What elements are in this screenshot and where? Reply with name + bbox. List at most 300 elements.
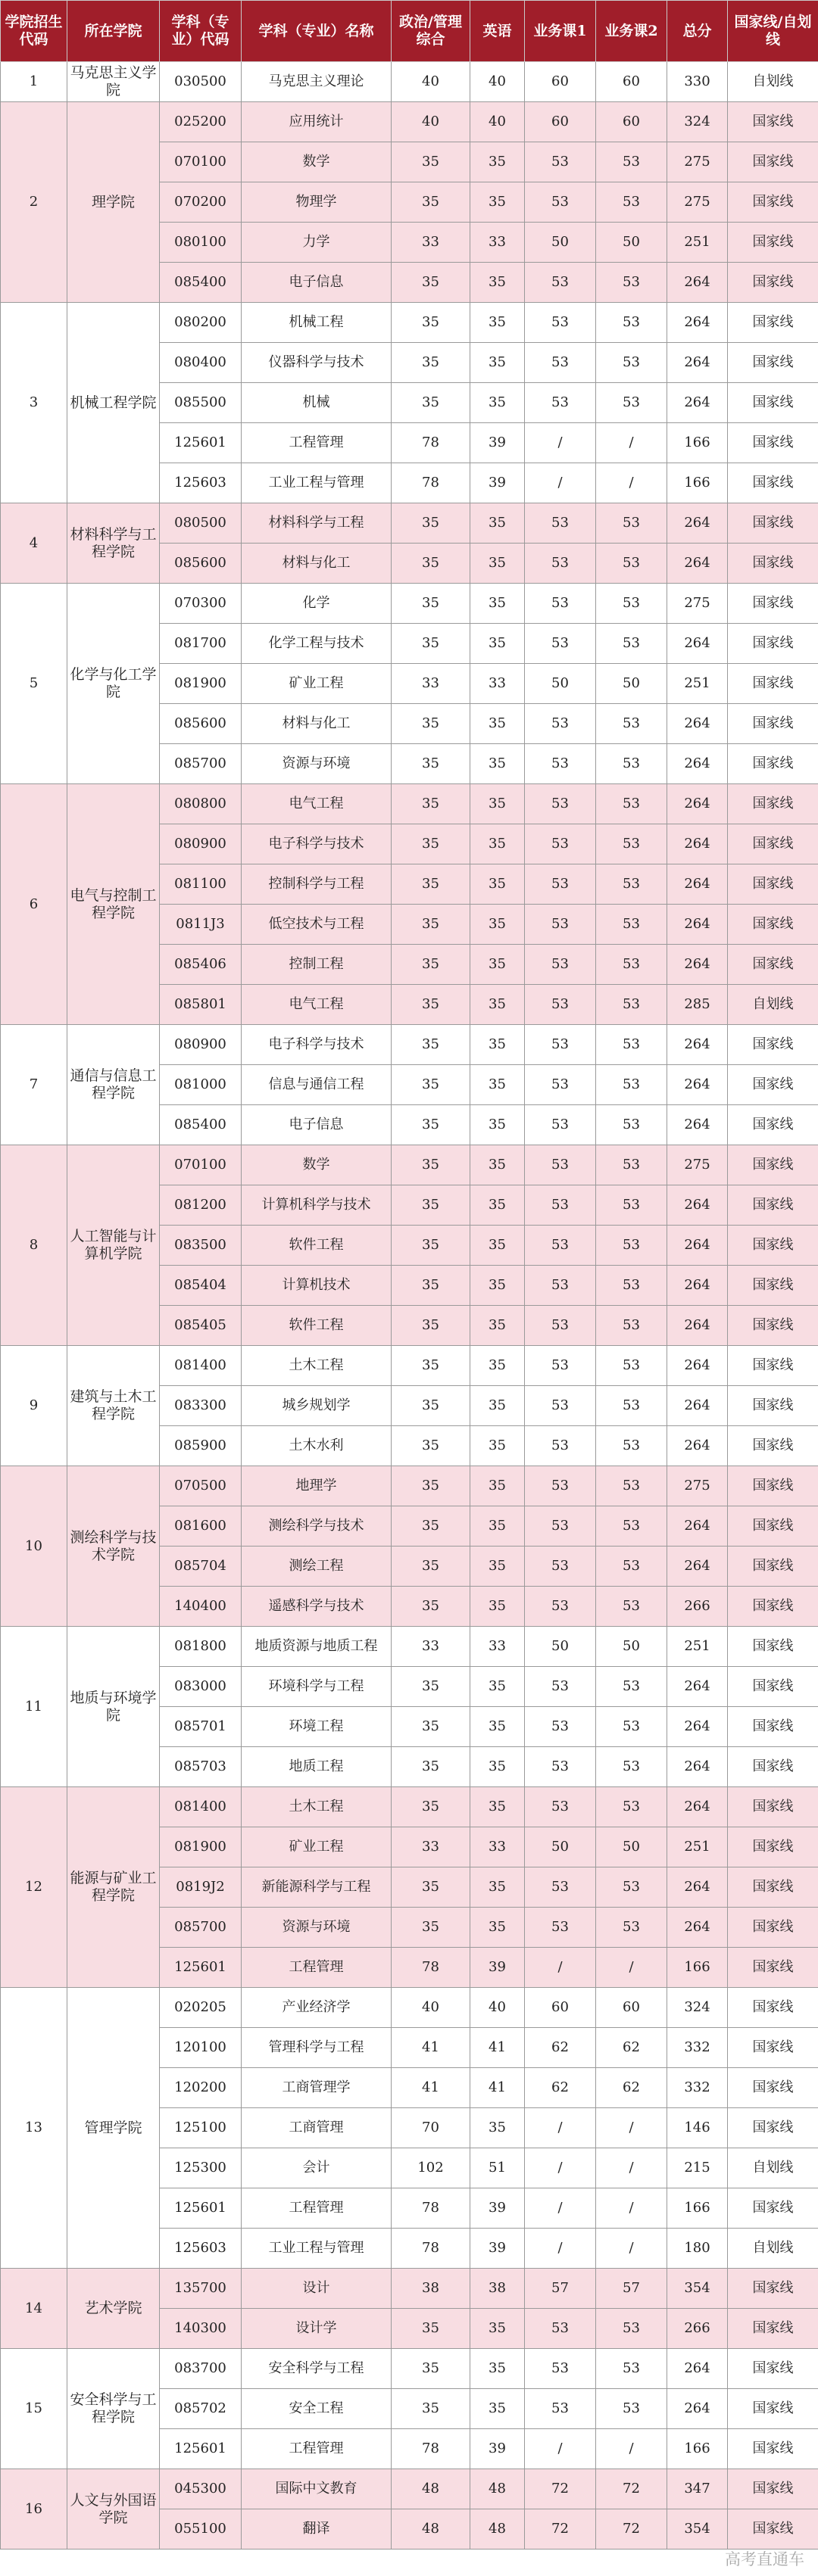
major-name-cell: 测绘科学与技术 <box>242 1506 392 1547</box>
english-score-cell: 35 <box>470 303 525 343</box>
major-code-cell: 081100 <box>160 864 242 905</box>
total-score-cell: 330 <box>667 62 728 102</box>
english-score-cell: 35 <box>470 2349 525 2389</box>
major-code-cell: 030500 <box>160 62 242 102</box>
college-name-cell: 能源与矿业工程学院 <box>67 1787 160 1988</box>
course2-score-cell: 53 <box>596 1266 667 1306</box>
total-score-cell: 264 <box>667 1386 728 1426</box>
english-score-cell: 35 <box>470 1707 525 1747</box>
college-name-cell: 人工智能与计算机学院 <box>67 1145 160 1346</box>
table-header-row <box>1 1 818 62</box>
course2-score-cell: 53 <box>596 704 667 744</box>
course1-score-cell: / <box>525 423 596 463</box>
politics-score-cell: 35 <box>392 343 470 383</box>
course2-score-cell: 53 <box>596 263 667 303</box>
line-type-cell: 国家线 <box>728 303 818 343</box>
major-name-cell: 电气工程 <box>242 985 392 1025</box>
line-type-cell: 国家线 <box>728 2429 818 2469</box>
total-score-cell: 275 <box>667 182 728 223</box>
course2-score-cell: 57 <box>596 2269 667 2309</box>
course2-score-cell: / <box>596 1948 667 1988</box>
table-row <box>1 1787 818 1827</box>
course1-score-cell: 72 <box>525 2469 596 2509</box>
total-score-cell: 264 <box>667 824 728 864</box>
english-score-cell: 35 <box>470 1547 525 1587</box>
total-score-cell: 275 <box>667 584 728 624</box>
major-name-cell: 工程管理 <box>242 423 392 463</box>
header-cell: 学科（专业）代码 <box>160 1 242 62</box>
major-name-cell: 电子信息 <box>242 263 392 303</box>
major-code-cell: 080800 <box>160 784 242 824</box>
total-score-cell: 251 <box>667 223 728 263</box>
header-cell: 英语 <box>470 1 525 62</box>
major-code-cell: 081200 <box>160 1185 242 1226</box>
course1-score-cell: 53 <box>525 1426 596 1466</box>
total-score-cell: 264 <box>667 1266 728 1306</box>
english-score-cell: 35 <box>470 584 525 624</box>
total-score-cell: 275 <box>667 142 728 182</box>
course1-score-cell: 53 <box>525 1867 596 1908</box>
course1-score-cell: 53 <box>525 2309 596 2349</box>
english-score-cell: 35 <box>470 263 525 303</box>
course2-score-cell: 53 <box>596 303 667 343</box>
major-name-cell: 工业工程与管理 <box>242 463 392 503</box>
english-score-cell: 33 <box>470 1627 525 1667</box>
college-name-cell: 理学院 <box>67 102 160 303</box>
course2-score-cell: 53 <box>596 1787 667 1827</box>
line-type-cell: 国家线 <box>728 2469 818 2509</box>
major-name-cell: 马克思主义理论 <box>242 62 392 102</box>
line-type-cell: 国家线 <box>728 704 818 744</box>
course2-score-cell: 62 <box>596 2028 667 2068</box>
college-name-cell: 电气与控制工程学院 <box>67 784 160 1025</box>
major-name-cell: 测绘工程 <box>242 1547 392 1587</box>
course1-score-cell: 62 <box>525 2068 596 2108</box>
total-score-cell: 264 <box>667 744 728 784</box>
major-code-cell: 125100 <box>160 2108 242 2148</box>
english-score-cell: 48 <box>470 2469 525 2509</box>
politics-score-cell: 40 <box>392 1988 470 2028</box>
politics-score-cell: 35 <box>392 744 470 784</box>
course2-score-cell: 53 <box>596 2349 667 2389</box>
politics-score-cell: 35 <box>392 1466 470 1506</box>
course2-score-cell: / <box>596 463 667 503</box>
politics-score-cell: 35 <box>392 1105 470 1145</box>
politics-score-cell: 35 <box>392 503 470 544</box>
course2-score-cell: / <box>596 2148 667 2188</box>
major-name-cell: 计算机技术 <box>242 1266 392 1306</box>
course2-score-cell: / <box>596 2429 667 2469</box>
line-type-cell: 国家线 <box>728 503 818 544</box>
total-score-cell: 264 <box>667 2389 728 2429</box>
major-name-cell: 资源与环境 <box>242 744 392 784</box>
major-code-cell: 081000 <box>160 1065 242 1105</box>
major-code-cell: 083500 <box>160 1226 242 1266</box>
table-row <box>1 1988 818 2028</box>
course2-score-cell: 53 <box>596 1587 667 1627</box>
major-code-cell: 081400 <box>160 1346 242 1386</box>
major-code-cell: 080100 <box>160 223 242 263</box>
major-name-cell: 低空技术与工程 <box>242 905 392 945</box>
english-score-cell: 35 <box>470 784 525 824</box>
major-name-cell: 地质资源与地质工程 <box>242 1627 392 1667</box>
line-type-cell: 国家线 <box>728 343 818 383</box>
total-score-cell: 264 <box>667 1346 728 1386</box>
politics-score-cell: 78 <box>392 2429 470 2469</box>
total-score-cell: 264 <box>667 1025 728 1065</box>
major-code-cell: 125601 <box>160 2429 242 2469</box>
course1-score-cell: / <box>525 1948 596 1988</box>
course2-score-cell: 53 <box>596 624 667 664</box>
politics-score-cell: 35 <box>392 1346 470 1386</box>
major-name-cell: 环境工程 <box>242 1707 392 1747</box>
total-score-cell: 146 <box>667 2108 728 2148</box>
english-score-cell: 48 <box>470 2509 525 2550</box>
major-code-cell: 0819J2 <box>160 1867 242 1908</box>
major-code-cell: 085600 <box>160 544 242 584</box>
course2-score-cell: 60 <box>596 102 667 142</box>
college-code-cell: 9 <box>1 1346 67 1466</box>
line-type-cell: 国家线 <box>728 1025 818 1065</box>
total-score-cell: 264 <box>667 2349 728 2389</box>
table-row <box>1 1466 818 1506</box>
total-score-cell: 266 <box>667 1587 728 1627</box>
english-score-cell: 35 <box>470 383 525 423</box>
total-score-cell: 166 <box>667 2188 728 2229</box>
major-name-cell: 物理学 <box>242 182 392 223</box>
course1-score-cell: 53 <box>525 945 596 985</box>
major-code-cell: 120100 <box>160 2028 242 2068</box>
politics-score-cell: 35 <box>392 182 470 223</box>
course2-score-cell: 50 <box>596 664 667 704</box>
course1-score-cell: / <box>525 2108 596 2148</box>
course2-score-cell: 53 <box>596 383 667 423</box>
line-type-cell: 国家线 <box>728 1306 818 1346</box>
line-type-cell: 国家线 <box>728 102 818 142</box>
table-row <box>1 503 818 544</box>
college-code-cell: 16 <box>1 2469 67 2550</box>
course1-score-cell: 53 <box>525 824 596 864</box>
line-type-cell: 国家线 <box>728 905 818 945</box>
line-type-cell: 国家线 <box>728 2188 818 2229</box>
total-score-cell: 264 <box>667 905 728 945</box>
english-score-cell: 39 <box>470 423 525 463</box>
politics-score-cell: 35 <box>392 1787 470 1827</box>
english-score-cell: 35 <box>470 1105 525 1145</box>
politics-score-cell: 35 <box>392 2389 470 2429</box>
college-name-cell: 化学与化工学院 <box>67 584 160 784</box>
major-code-cell: 085406 <box>160 945 242 985</box>
college-name-cell: 材料科学与工程学院 <box>67 503 160 584</box>
course1-score-cell: 53 <box>525 784 596 824</box>
major-code-cell: 070100 <box>160 1145 242 1185</box>
major-code-cell: 055100 <box>160 2509 242 2550</box>
table-row <box>1 303 818 343</box>
major-name-cell: 管理科学与工程 <box>242 2028 392 2068</box>
politics-score-cell: 35 <box>392 784 470 824</box>
course2-score-cell: 53 <box>596 2389 667 2429</box>
course1-score-cell: 53 <box>525 142 596 182</box>
english-score-cell: 35 <box>470 1506 525 1547</box>
course1-score-cell: 50 <box>525 1627 596 1667</box>
table-row <box>1 2469 818 2509</box>
major-code-cell: 085404 <box>160 1266 242 1306</box>
major-name-cell: 工程管理 <box>242 2188 392 2229</box>
english-score-cell: 35 <box>470 1587 525 1627</box>
course1-score-cell: 60 <box>525 62 596 102</box>
header-cell: 业务课2 <box>596 1 667 62</box>
english-score-cell: 39 <box>470 2429 525 2469</box>
english-score-cell: 35 <box>470 1667 525 1707</box>
total-score-cell: 264 <box>667 503 728 544</box>
major-code-cell: 045300 <box>160 2469 242 2509</box>
total-score-cell: 275 <box>667 1466 728 1506</box>
english-score-cell: 51 <box>470 2148 525 2188</box>
english-score-cell: 35 <box>470 503 525 544</box>
college-name-cell: 地质与环境学院 <box>67 1627 160 1787</box>
total-score-cell: 354 <box>667 2509 728 2550</box>
line-type-cell: 自划线 <box>728 2229 818 2269</box>
major-name-cell: 信息与通信工程 <box>242 1065 392 1105</box>
total-score-cell: 264 <box>667 1908 728 1948</box>
total-score-cell: 264 <box>667 303 728 343</box>
course2-score-cell: 53 <box>596 503 667 544</box>
course1-score-cell: 53 <box>525 1266 596 1306</box>
major-name-cell: 地理学 <box>242 1466 392 1506</box>
total-score-cell: 324 <box>667 1988 728 2028</box>
total-score-cell: 275 <box>667 1145 728 1185</box>
major-code-cell: 080500 <box>160 503 242 544</box>
course1-score-cell: 53 <box>525 263 596 303</box>
course2-score-cell: 53 <box>596 1065 667 1105</box>
course2-score-cell: / <box>596 2108 667 2148</box>
politics-score-cell: 40 <box>392 102 470 142</box>
line-type-cell: 国家线 <box>728 463 818 503</box>
total-score-cell: 347 <box>667 2469 728 2509</box>
major-code-cell: 085701 <box>160 1707 242 1747</box>
table-row <box>1 1025 818 1065</box>
total-score-cell: 264 <box>667 704 728 744</box>
major-name-cell: 机械工程 <box>242 303 392 343</box>
major-code-cell: 125603 <box>160 463 242 503</box>
total-score-cell: 332 <box>667 2028 728 2068</box>
college-name-cell: 艺术学院 <box>67 2269 160 2349</box>
major-name-cell: 控制科学与工程 <box>242 864 392 905</box>
major-code-cell: 085500 <box>160 383 242 423</box>
total-score-cell: 264 <box>667 343 728 383</box>
line-type-cell: 国家线 <box>728 1627 818 1667</box>
english-score-cell: 35 <box>470 744 525 784</box>
english-score-cell: 39 <box>470 463 525 503</box>
line-type-cell: 国家线 <box>728 1266 818 1306</box>
course1-score-cell: 50 <box>525 223 596 263</box>
course2-score-cell: 53 <box>596 343 667 383</box>
politics-score-cell: 35 <box>392 584 470 624</box>
line-type-cell: 国家线 <box>728 2509 818 2550</box>
english-score-cell: 35 <box>470 1426 525 1466</box>
major-code-cell: 085400 <box>160 1105 242 1145</box>
politics-score-cell: 40 <box>392 62 470 102</box>
total-score-cell: 264 <box>667 1707 728 1747</box>
course2-score-cell: 53 <box>596 1306 667 1346</box>
line-type-cell: 国家线 <box>728 1787 818 1827</box>
major-name-cell: 电子科学与技术 <box>242 824 392 864</box>
line-type-cell: 国家线 <box>728 2068 818 2108</box>
politics-score-cell: 78 <box>392 2188 470 2229</box>
total-score-cell: 264 <box>667 1747 728 1787</box>
header-cell: 政治/管理综合 <box>392 1 470 62</box>
politics-score-cell: 35 <box>392 1226 470 1266</box>
major-name-cell: 国际中文教育 <box>242 2469 392 2509</box>
english-score-cell: 35 <box>470 1266 525 1306</box>
english-score-cell: 35 <box>470 2309 525 2349</box>
major-name-cell: 资源与环境 <box>242 1908 392 1948</box>
politics-score-cell: 35 <box>392 624 470 664</box>
total-score-cell: 332 <box>667 2068 728 2108</box>
course2-score-cell: / <box>596 2229 667 2269</box>
college-code-cell: 12 <box>1 1787 67 1988</box>
course2-score-cell: 53 <box>596 864 667 905</box>
course1-score-cell: 50 <box>525 664 596 704</box>
major-code-cell: 140300 <box>160 2309 242 2349</box>
major-name-cell: 工程管理 <box>242 2429 392 2469</box>
major-name-cell: 翻译 <box>242 2509 392 2550</box>
politics-score-cell: 102 <box>392 2148 470 2188</box>
line-type-cell: 国家线 <box>728 2028 818 2068</box>
course1-score-cell: 60 <box>525 102 596 142</box>
major-code-cell: 025200 <box>160 102 242 142</box>
total-score-cell: 264 <box>667 1185 728 1226</box>
major-code-cell: 085405 <box>160 1306 242 1346</box>
total-score-cell: 166 <box>667 463 728 503</box>
course1-score-cell: 53 <box>525 1466 596 1506</box>
college-code-cell: 11 <box>1 1627 67 1787</box>
course2-score-cell: 53 <box>596 1707 667 1747</box>
line-type-cell: 国家线 <box>728 223 818 263</box>
major-name-cell: 城乡规划学 <box>242 1386 392 1426</box>
english-score-cell: 35 <box>470 864 525 905</box>
total-score-cell: 166 <box>667 423 728 463</box>
course1-score-cell: 53 <box>525 1587 596 1627</box>
line-type-cell: 国家线 <box>728 2309 818 2349</box>
total-score-cell: 285 <box>667 985 728 1025</box>
english-score-cell: 33 <box>470 664 525 704</box>
major-name-cell: 工商管理 <box>242 2108 392 2148</box>
major-code-cell: 070500 <box>160 1466 242 1506</box>
table-row <box>1 2269 818 2309</box>
line-type-cell: 国家线 <box>728 544 818 584</box>
line-type-cell: 国家线 <box>728 664 818 704</box>
major-name-cell: 安全工程 <box>242 2389 392 2429</box>
english-score-cell: 35 <box>470 1747 525 1787</box>
course2-score-cell: 50 <box>596 1827 667 1867</box>
english-score-cell: 41 <box>470 2028 525 2068</box>
line-type-cell: 国家线 <box>728 2108 818 2148</box>
politics-score-cell: 35 <box>392 1867 470 1908</box>
major-code-cell: 080200 <box>160 303 242 343</box>
college-code-cell: 13 <box>1 1988 67 2269</box>
english-score-cell: 35 <box>470 1867 525 1908</box>
politics-score-cell: 33 <box>392 1827 470 1867</box>
line-type-cell: 国家线 <box>728 744 818 784</box>
course2-score-cell: 53 <box>596 1185 667 1226</box>
college-code-cell: 8 <box>1 1145 67 1346</box>
college-name-cell: 通信与信息工程学院 <box>67 1025 160 1145</box>
course1-score-cell: 53 <box>525 1306 596 1346</box>
politics-score-cell: 78 <box>392 463 470 503</box>
course1-score-cell: 72 <box>525 2509 596 2550</box>
major-code-cell: 135700 <box>160 2269 242 2309</box>
header-cell: 所在学院 <box>67 1 160 62</box>
major-name-cell: 力学 <box>242 223 392 263</box>
course2-score-cell: 53 <box>596 905 667 945</box>
major-code-cell: 081400 <box>160 1787 242 1827</box>
line-type-cell: 国家线 <box>728 1426 818 1466</box>
college-name-cell: 安全科学与工程学院 <box>67 2349 160 2469</box>
line-type-cell: 国家线 <box>728 1707 818 1747</box>
college-code-cell: 10 <box>1 1466 67 1627</box>
major-name-cell: 化学 <box>242 584 392 624</box>
course1-score-cell: 53 <box>525 1547 596 1587</box>
line-type-cell: 国家线 <box>728 1466 818 1506</box>
course2-score-cell: 53 <box>596 1747 667 1787</box>
line-type-cell: 国家线 <box>728 1346 818 1386</box>
english-score-cell: 35 <box>470 544 525 584</box>
total-score-cell: 251 <box>667 664 728 704</box>
major-name-cell: 地质工程 <box>242 1747 392 1787</box>
course1-score-cell: 53 <box>525 2389 596 2429</box>
college-name-cell: 管理学院 <box>67 1988 160 2269</box>
course1-score-cell: 53 <box>525 744 596 784</box>
english-score-cell: 35 <box>470 824 525 864</box>
course2-score-cell: 53 <box>596 1226 667 1266</box>
english-score-cell: 35 <box>470 142 525 182</box>
major-code-cell: 070100 <box>160 142 242 182</box>
course2-score-cell: / <box>596 423 667 463</box>
politics-score-cell: 35 <box>392 1908 470 1948</box>
total-score-cell: 264 <box>667 1547 728 1587</box>
major-code-cell: 085400 <box>160 263 242 303</box>
politics-score-cell: 35 <box>392 864 470 905</box>
total-score-cell: 264 <box>667 1105 728 1145</box>
english-score-cell: 35 <box>470 624 525 664</box>
total-score-cell: 180 <box>667 2229 728 2269</box>
major-code-cell: 083000 <box>160 1667 242 1707</box>
english-score-cell: 35 <box>470 985 525 1025</box>
politics-score-cell: 35 <box>392 985 470 1025</box>
course1-score-cell: 53 <box>525 584 596 624</box>
major-name-cell: 控制工程 <box>242 945 392 985</box>
english-score-cell: 41 <box>470 2068 525 2108</box>
course2-score-cell: 53 <box>596 945 667 985</box>
header-cell: 学科（专业）名称 <box>242 1 392 62</box>
politics-score-cell: 78 <box>392 2229 470 2269</box>
course1-score-cell: 53 <box>525 1346 596 1386</box>
course2-score-cell: 72 <box>596 2469 667 2509</box>
major-name-cell: 材料科学与工程 <box>242 503 392 544</box>
course1-score-cell: / <box>525 463 596 503</box>
total-score-cell: 264 <box>667 1506 728 1547</box>
line-type-cell: 国家线 <box>728 142 818 182</box>
line-type-cell: 国家线 <box>728 1065 818 1105</box>
major-name-cell: 设计学 <box>242 2309 392 2349</box>
major-code-cell: 083300 <box>160 1386 242 1426</box>
course2-score-cell: 53 <box>596 584 667 624</box>
college-code-cell: 14 <box>1 2269 67 2349</box>
table-row <box>1 1627 818 1667</box>
major-name-cell: 工程管理 <box>242 1948 392 1988</box>
watermark: 高考直通车 <box>725 2550 804 2568</box>
